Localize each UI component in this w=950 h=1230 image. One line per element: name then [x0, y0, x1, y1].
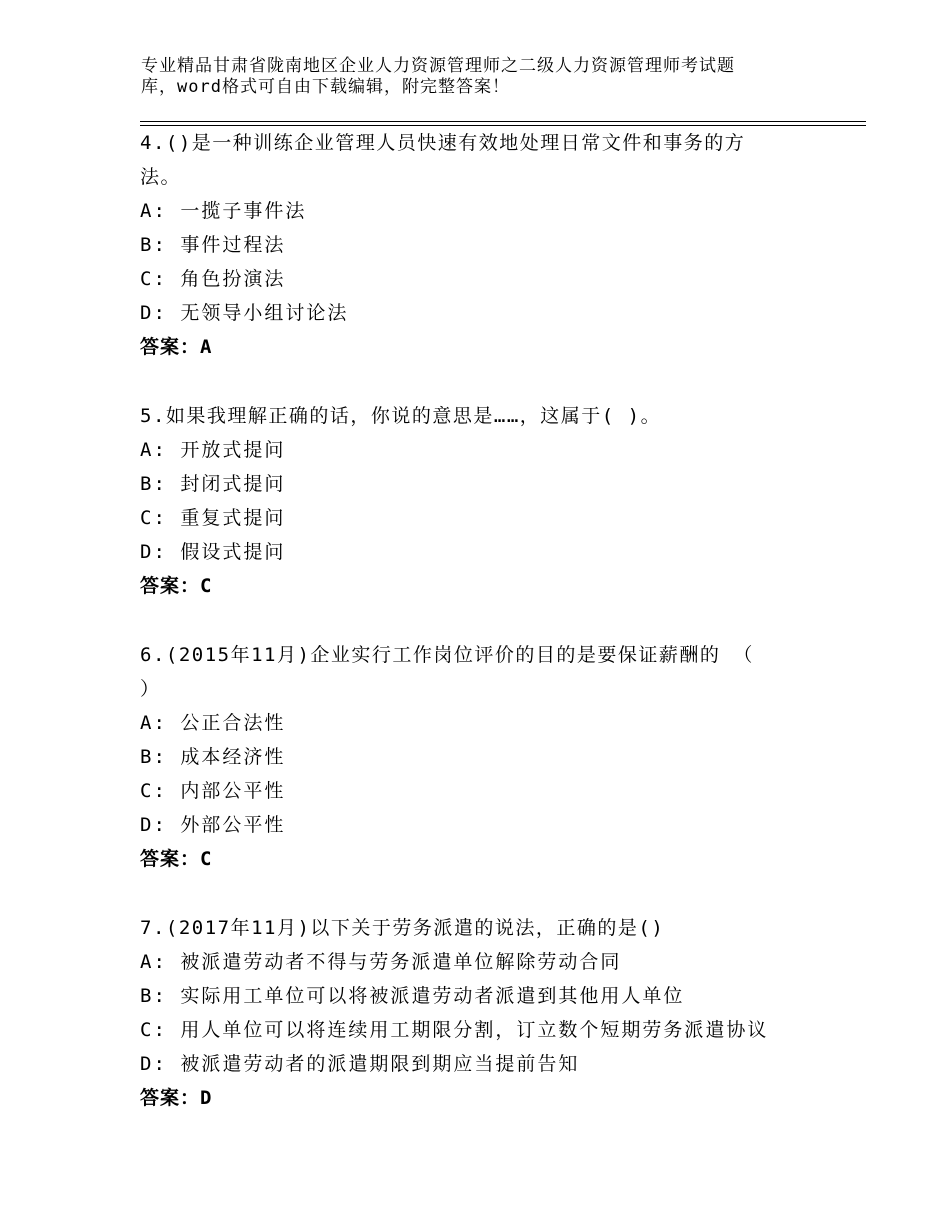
option-d: D: 无领导小组讨论法	[140, 302, 349, 324]
header-title-line-1: 专业精品甘肃省陇南地区企业人力资源管理师之二级人力资源管理师考试题	[141, 56, 735, 76]
question-text-line: 5.如果我理解正确的话，你说的意思是……，这属于( )。	[140, 405, 662, 427]
answer: 答案：C	[140, 848, 213, 870]
question-7	[140, 911, 820, 1115]
question-4	[140, 126, 820, 364]
option-d: D: 被派遣劳动者的派遣期限到期应当提前告知	[140, 1053, 580, 1075]
option-a: A: 公正合法性	[140, 712, 286, 734]
question-text-line: 7.(2017年11月)以下关于劳务派遣的说法，正确的是()	[140, 917, 665, 939]
option-a: A: 开放式提问	[140, 439, 286, 461]
option-c: C: 内部公平性	[140, 780, 286, 802]
answer: 答案：C	[140, 575, 213, 597]
option-c: C: 角色扮演法	[140, 268, 286, 290]
option-b: B: 成本经济性	[140, 746, 286, 768]
option-c: C: 重复式提问	[140, 507, 286, 529]
option-a: A: 被派遣劳动者不得与劳务派遣单位解除劳动合同	[140, 951, 622, 973]
option-b: B: 封闭式提问	[140, 473, 286, 495]
header-divider-top	[140, 121, 866, 122]
option-d: D: 外部公平性	[140, 814, 286, 836]
answer: 答案：A	[140, 336, 213, 358]
option-d: D: 假设式提问	[140, 541, 286, 563]
option-a: A: 一揽子事件法	[140, 200, 307, 222]
question-text-line: 法。	[140, 166, 182, 188]
document-header	[141, 56, 801, 98]
header-title-line-2: 库，word格式可自由下载编辑，附完整答案！	[141, 77, 510, 97]
option-c: C: 用人单位可以将连续用工期限分割，订立数个短期劳务派遣协议	[140, 1019, 769, 1041]
option-b: B: 事件过程法	[140, 234, 286, 256]
question-text-line: ）	[140, 678, 161, 700]
question-text-line: 6.(2015年11月)企业实行工作岗位评价的目的是要保证薪酬的 （	[140, 644, 754, 666]
question-6	[140, 638, 820, 876]
option-b: B: 实际用工单位可以将被派遣劳动者派遣到其他用人单位	[140, 985, 685, 1007]
question-text-line: 4.()是一种训练企业管理人员快速有效地处理日常文件和事务的方	[140, 132, 746, 154]
answer: 答案：D	[140, 1087, 213, 1109]
question-5	[140, 399, 820, 603]
